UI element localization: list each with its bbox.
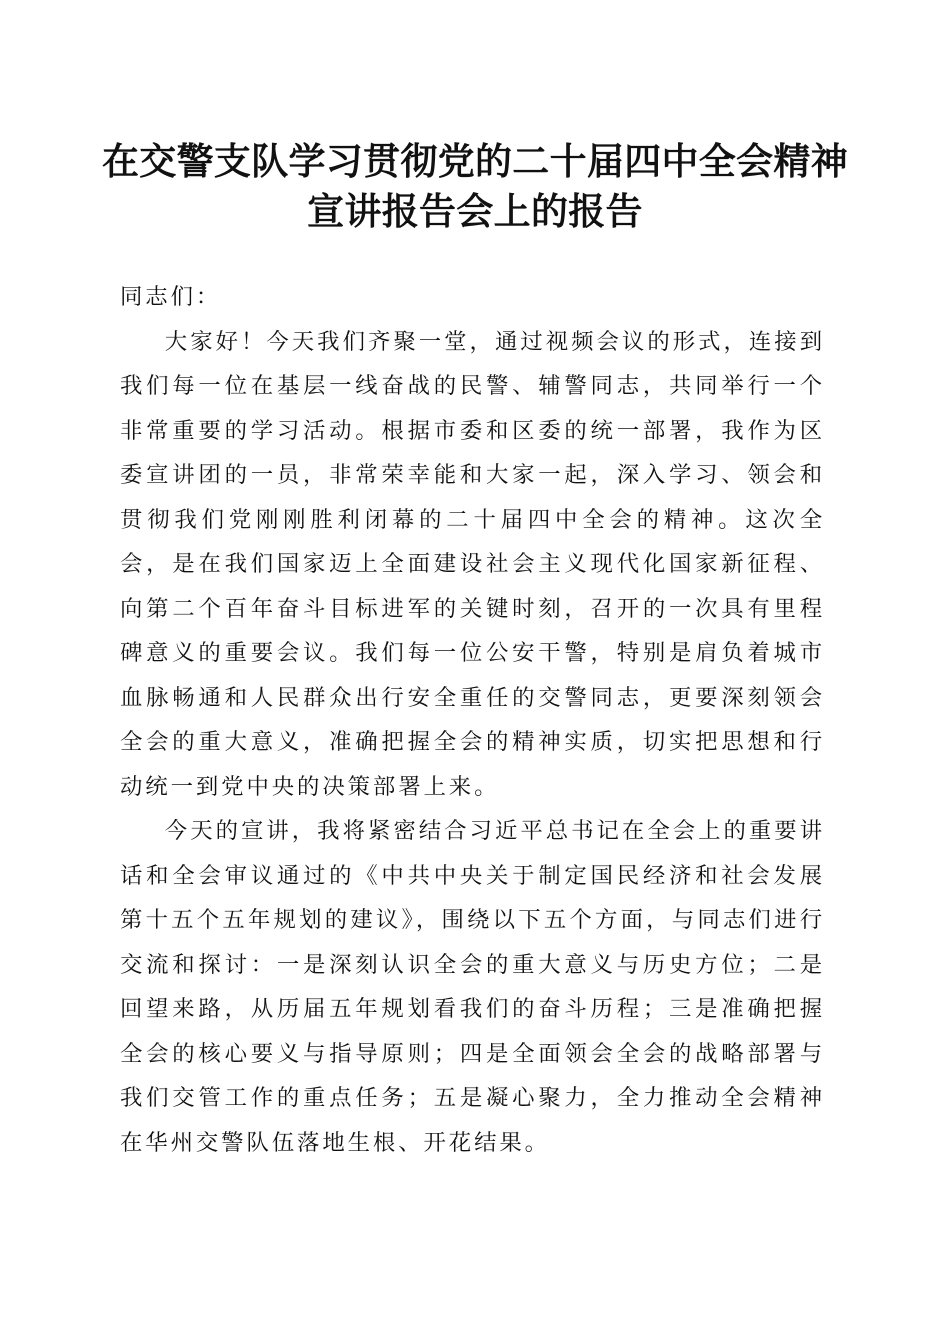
salutation: 同志们： <box>120 284 222 310</box>
document-title <box>100 136 850 236</box>
title-line-2: 宣讲报告会上的报告 <box>307 189 643 233</box>
paragraph-outline: 今天的宣讲，我将紧密结合习近平总书记在全会上的重要讲话和全会审议通过的《中共中央关于制定国民经济和社会发展第十五个五年规划的建议》，围绕以下五个方面，与同志们进行交流和探讨：一是深刻认识全会的重大意义与历史方位；二是回望来路，从历届五年规划看我们的奋斗历程；三是准确把握全会的核心要义与指导原则；四是全面领会全会的战略部署与我们交管工作的重点任务；五是凝心聚力，全力推动全会精神在华州交警队伍落地生根、开花结果。 <box>120 818 825 1156</box>
document-body <box>120 275 825 1165</box>
title-line-1: 在交警支队学习贯彻党的二十届四中全会精神 <box>102 139 848 183</box>
paragraph-opening: 大家好！今天我们齐聚一堂，通过视频会议的形式，连接到我们每一位在基层一线奋战的民警、辅警同志，共同举行一个非常重要的学习活动。根据市委和区委的统一部署，我作为区委宣讲团的一员，非常荣幸能和大家一起，深入学习、领会和贯彻我们党刚刚胜利闭幕的二十届四中全会的精神。这次全会，是在我们国家迈上全面建设社会主义现代化国家新征程、向第二个百年奋斗目标进军的关键时刻，召开的一次具有里程碑意义的重要会议。我们每一位公安干警，特别是肩负着城市血脉畅通和人民群众出行安全重任的交警同志，更要深刻领会全会的重大意义，准确把握全会的精神实质，切实把思想和行动统一到党中央的决策部署上来。 <box>120 328 825 800</box>
